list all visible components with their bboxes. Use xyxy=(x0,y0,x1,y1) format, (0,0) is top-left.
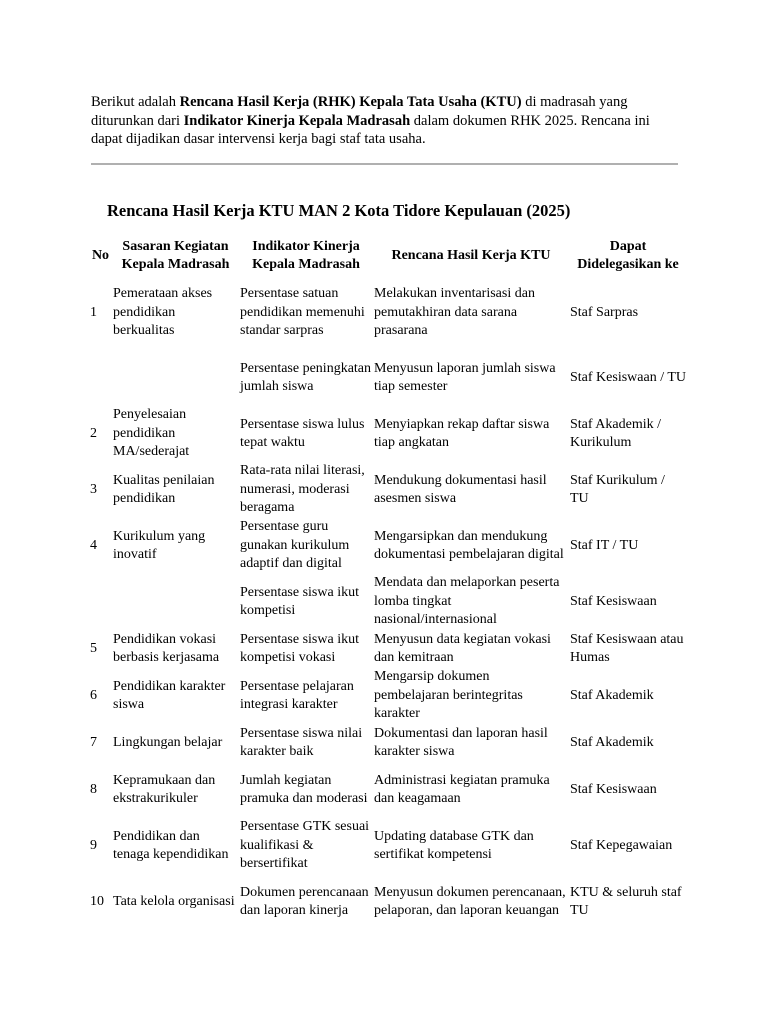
table-header-row xyxy=(89,236,687,276)
intro-bold-rhk: Rencana Hasil Kerja (RHK) Kepala Tata Usaha (KTU) xyxy=(179,94,522,110)
cell-rencana: Melakukan inventarisasi dan pemutakhiran data sarana prasarana xyxy=(374,286,535,339)
cell-sasaran: Lingkungan belajar xyxy=(113,734,223,750)
cell-delegasi: Staf Akademik xyxy=(570,687,654,703)
cell-sasaran xyxy=(112,574,239,630)
cell-sasaran: Pendidikan karakter siswa xyxy=(113,678,226,712)
cell-delegasi: KTU & seluruh staf TU xyxy=(570,884,682,918)
intro-text-2: di madrasah yang diturunkan dari xyxy=(91,94,628,129)
cell-no: 9 xyxy=(90,837,97,853)
cell-delegasi: Staf Kurikulum / TU xyxy=(570,472,665,506)
cell-indikator: Persentase siswa lulus tepat waktu xyxy=(240,416,365,450)
cell-no: 7 xyxy=(90,734,97,750)
cell-delegasi: Staf IT / TU xyxy=(570,537,639,553)
cell-rencana: Mendukung dokumentasi hasil asesmen siswa xyxy=(374,472,547,506)
cell-no: 3 xyxy=(90,481,97,497)
header-delegasi: Dapat Didelegasikan ke xyxy=(577,238,679,272)
cell-rencana: Updating database GTK dan sertifikat kompetensi xyxy=(374,828,534,862)
cell-indikator: Persentase GTK sesuai kualifikasi & bersertifikat xyxy=(240,819,370,872)
intro-text-3: dalam dokumen RHK 2025. Rencana ini dapat dijadikan dasar intervensi kerja bagi staf tata usaha. xyxy=(91,112,650,147)
table-row xyxy=(89,724,687,762)
cell-delegasi: Staf Kesiswaan atau Humas xyxy=(570,631,684,665)
cell-sasaran: Penyelesaian pendidikan MA/sederajat xyxy=(113,407,190,460)
table-title: Rencana Hasil Kerja KTU MAN 2 Kota Tidore Kepulauan (2025) xyxy=(107,201,571,220)
cell-delegasi: Staf Kepegawaian xyxy=(570,837,673,853)
cell-no: 6 xyxy=(90,687,97,703)
table-row xyxy=(89,668,687,724)
cell-delegasi: Staf Akademik / Kurikulum xyxy=(570,416,661,450)
cell-rencana: Mengarsipkan dan mendukung dokumentasi pembelajaran digital xyxy=(374,528,564,562)
cell-delegasi: Staf Kesiswaan xyxy=(570,593,657,609)
cell-no: 2 xyxy=(90,425,97,441)
cell-indikator: Dokumen perencanaan dan laporan kinerja xyxy=(240,884,369,918)
horizontal-divider xyxy=(91,163,678,165)
cell-rencana: Menyusun laporan jumlah siswa tiap semester xyxy=(374,360,556,394)
cell-delegasi: Staf Akademik xyxy=(570,734,654,750)
cell-no: 4 xyxy=(90,537,97,553)
header-sasaran: Sasaran Kegiatan Kepala Madrasah xyxy=(121,238,230,272)
cell-sasaran xyxy=(112,350,239,406)
table-row xyxy=(89,276,687,350)
cell-indikator: Persentase siswa nilai karakter baik xyxy=(240,725,363,759)
cell-delegasi: Staf Kesiswaan / TU xyxy=(570,369,686,385)
cell-indikator: Jumlah kegiatan pramuka dan moderasi xyxy=(240,772,368,806)
cell-rencana: Administrasi kegiatan pramuka dan keagamaan xyxy=(374,772,550,806)
cell-no xyxy=(89,574,112,630)
table-row xyxy=(89,574,687,630)
cell-delegasi: Staf Sarpras xyxy=(570,304,639,320)
cell-indikator: Persentase siswa ikut kompetisi xyxy=(240,584,359,618)
cell-indikator: Persentase guru gunakan kurikulum adaptif dan digital xyxy=(240,519,350,572)
cell-sasaran: Pendidikan vokasi berbasis kerjasama xyxy=(113,631,220,665)
table-row xyxy=(89,818,687,874)
header-no: No xyxy=(91,247,110,263)
cell-sasaran: Kualitas penilaian pendidikan xyxy=(113,472,215,506)
table-row xyxy=(89,630,687,668)
cell-no xyxy=(89,350,112,406)
cell-rencana: Mendata dan melaporkan peserta lomba tingkat nasional/internasional xyxy=(374,575,560,628)
cell-indikator: Persentase satuan pendidikan memenuhi standar sarpras xyxy=(240,286,365,339)
cell-delegasi: Staf Kesiswaan xyxy=(570,781,657,797)
cell-rencana: Menyusun data kegiatan vokasi dan kemitraan xyxy=(374,631,551,665)
cell-rencana: Menyiapkan rekap daftar siswa tiap angkatan xyxy=(374,416,550,450)
intro-paragraph xyxy=(91,93,681,149)
cell-sasaran: Kurikulum yang inovatif xyxy=(113,528,206,562)
cell-sasaran: Pemerataan akses pendidikan berkualitas xyxy=(113,286,213,339)
cell-rencana: Menyusun dokumen perencanaan, pelaporan, dan laporan keuangan xyxy=(374,884,566,918)
cell-no: 1 xyxy=(90,304,97,320)
cell-indikator: Persentase siswa ikut kompetisi vokasi xyxy=(240,631,359,665)
cell-sasaran: Tata kelola organisasi xyxy=(113,893,235,909)
cell-no: 5 xyxy=(90,640,97,656)
cell-rencana: Mengarsip dokumen pembelajaran berintegritas karakter xyxy=(374,669,523,722)
rhk-table xyxy=(89,236,687,930)
cell-no: 8 xyxy=(90,781,97,797)
table-row xyxy=(89,462,687,518)
cell-rencana: Dokumentasi dan laporan hasil karakter siswa xyxy=(374,725,548,759)
cell-sasaran: Pendidikan dan tenaga kependidikan xyxy=(113,828,229,862)
cell-indikator: Rata-rata nilai literasi, numerasi, moderasi beragama xyxy=(240,463,365,516)
cell-indikator: Persentase pelajaran integrasi karakter xyxy=(240,678,354,712)
table-row xyxy=(89,762,687,818)
table-row xyxy=(89,350,687,406)
table-row xyxy=(89,874,687,930)
header-rencana: Rencana Hasil Kerja KTU xyxy=(391,247,551,263)
table-row xyxy=(89,518,687,574)
cell-no: 10 xyxy=(90,893,104,909)
cell-indikator: Persentase peningkatan jumlah siswa xyxy=(240,360,372,394)
header-indikator: Indikator Kinerja Kepala Madrasah xyxy=(252,238,360,272)
cell-sasaran: Kepramukaan dan ekstrakurikuler xyxy=(113,772,216,806)
intro-text-1: Berikut adalah xyxy=(91,94,180,110)
table-row xyxy=(89,406,687,462)
intro-bold-indikator: Indikator Kinerja Kepala Madrasah xyxy=(183,112,411,129)
